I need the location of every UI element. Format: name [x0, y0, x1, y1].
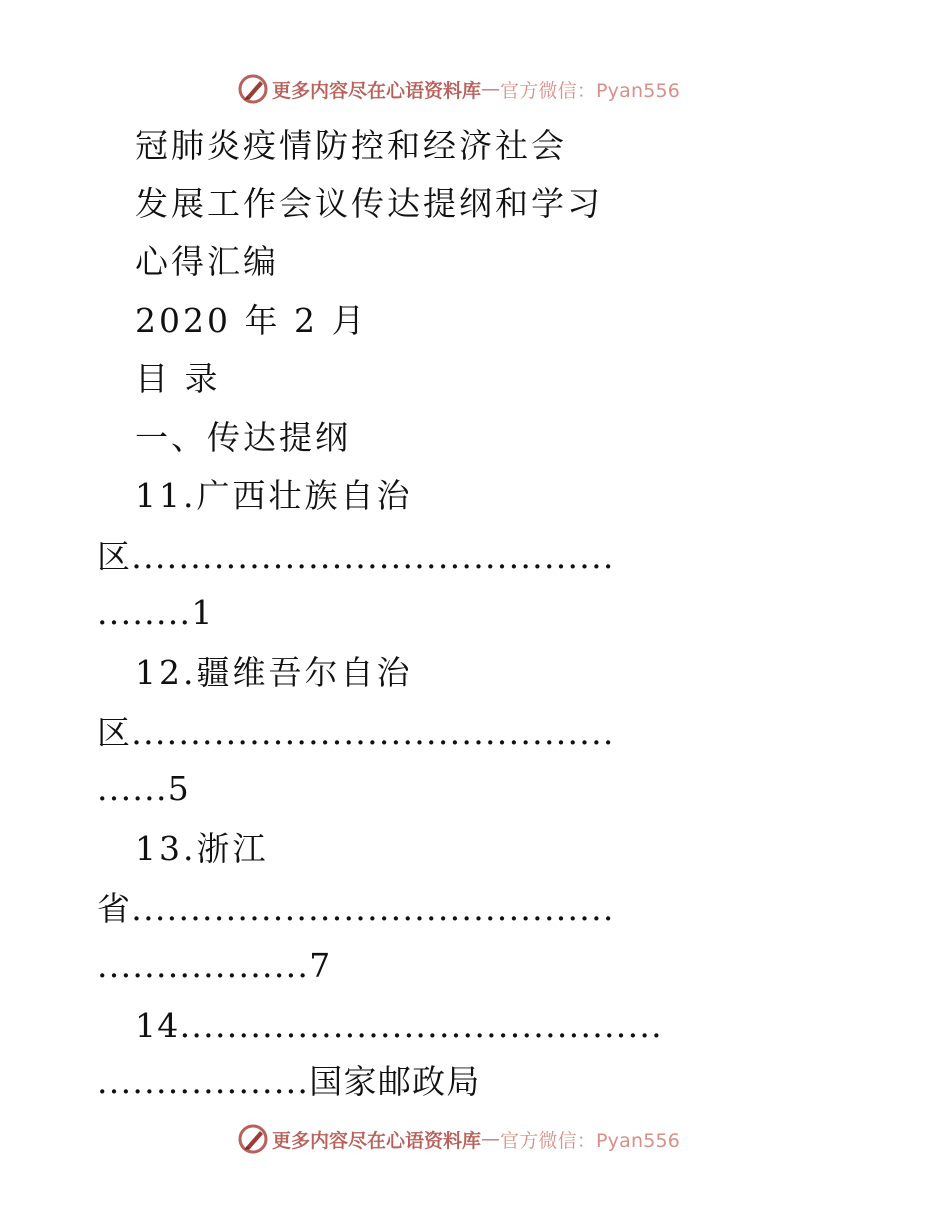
toc-entry-page: ......5 [97, 769, 191, 808]
banner-wechat: 官方微信：Pyan556 [500, 1129, 681, 1152]
toc-entry-page: ........1 [97, 593, 214, 632]
banner-text: 更多内容尽在心语资料库 [272, 1129, 482, 1152]
toc-entry-title: 14......................................... [135, 1006, 663, 1045]
doc-title-line-3: 心得汇编 [135, 242, 279, 281]
toc-entry-title: 11.广西壮族自治 [135, 476, 413, 515]
section-heading: 一、传达提纲 [135, 418, 351, 457]
quill-pen-logo-icon [236, 72, 270, 106]
quill-pen-logo-icon [236, 1122, 270, 1156]
toc-entry-page: ..................国家邮政局 [97, 1062, 481, 1101]
toc-entry-leader: 省......................................... [97, 889, 615, 928]
banner-separator: — [481, 78, 501, 100]
banner-separator: — [481, 1128, 501, 1150]
toc-heading: 目 录 [135, 359, 221, 398]
doc-title-line-1: 冠肺炎疫情防控和经济社会 [135, 126, 567, 165]
banner-text: 更多内容尽在心语资料库 [272, 79, 482, 102]
header-banner [236, 72, 680, 106]
toc-entry-leader: 区......................................... [97, 713, 615, 752]
toc-entry-page: ..................7 [97, 946, 332, 985]
doc-title-line-2: 发展工作会议传达提纲和学习 [135, 184, 603, 223]
toc-entry-title: 13.浙江 [135, 829, 269, 868]
banner-wechat: 官方微信：Pyan556 [500, 79, 681, 102]
doc-date: 2020 年 2 月 [135, 301, 368, 340]
footer-banner [236, 1122, 680, 1156]
toc-entry-leader: 区......................................... [97, 537, 615, 576]
toc-entry-title: 12.疆维吾尔自治 [135, 653, 413, 692]
